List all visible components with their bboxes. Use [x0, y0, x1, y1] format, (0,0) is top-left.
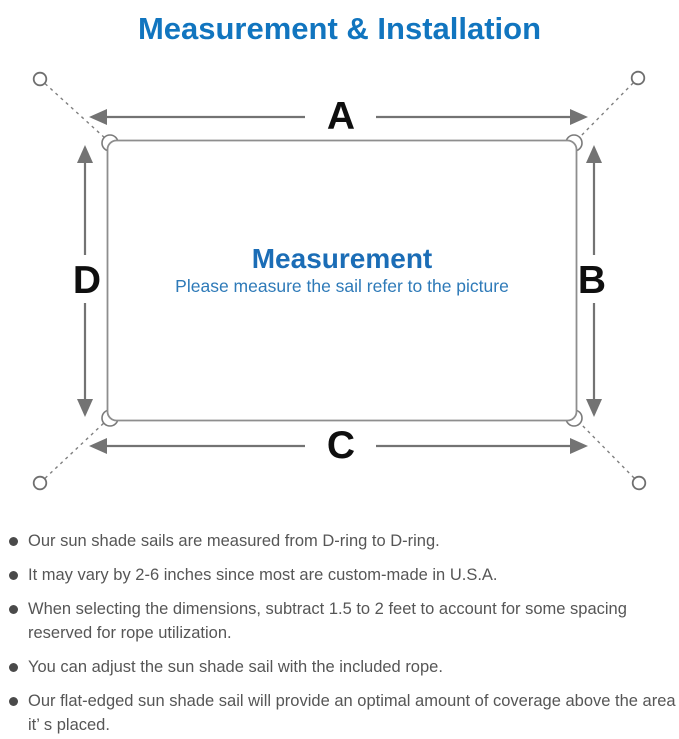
note-text: It may vary by 2-6 inches since most are custom-made in U.S.A. — [28, 566, 498, 584]
guy-line-bottom-right — [578, 421, 639, 483]
label-c: C — [326, 424, 356, 467]
bullet-icon — [9, 605, 18, 614]
note-item — [9, 563, 677, 587]
note-item — [9, 529, 677, 553]
center-title: Measurement — [251, 243, 433, 274]
anchor-ring-bottom-right-icon — [633, 477, 646, 490]
note-item — [9, 689, 677, 737]
label-b: B — [577, 259, 607, 302]
anchor-ring-bottom-left-icon — [34, 477, 47, 490]
page-title: Measurement & Installation — [137, 11, 542, 46]
note-item — [9, 655, 677, 679]
center-subtitle: Please measure the sail refer to the picture — [175, 276, 509, 296]
guy-line-top-left — [40, 79, 106, 139]
note-text: When selecting the dimensions, subtract 1.5 to 2 feet to account for some spacing reserved for rope utilization. — [28, 600, 627, 642]
guy-line-top-right — [578, 78, 638, 139]
bullet-icon — [9, 571, 18, 580]
bullet-icon — [9, 697, 18, 706]
bullet-icon — [9, 663, 18, 672]
anchor-ring-top-right-icon — [632, 72, 645, 85]
label-d: D — [72, 259, 102, 302]
notes-list — [0, 520, 679, 737]
guy-line-bottom-left — [40, 421, 106, 483]
measurement-diagram — [0, 50, 679, 520]
bullet-icon — [9, 537, 18, 546]
label-a: A — [326, 95, 356, 138]
note-text: Our sun shade sails are measured from D-ring to D-ring. — [28, 532, 440, 550]
note-item — [9, 597, 677, 645]
note-text: Our flat-edged sun shade sail will provide an optimal amount of coverage above the area it’ s placed. — [28, 692, 676, 734]
anchor-ring-top-left-icon — [34, 73, 47, 86]
note-text: You can adjust the sun shade sail with the included rope. — [28, 658, 443, 676]
